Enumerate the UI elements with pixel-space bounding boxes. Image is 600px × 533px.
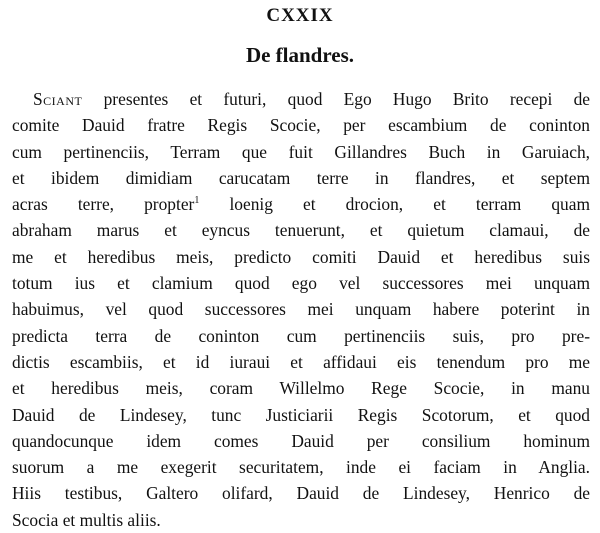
text-line-6: abraham marus et eyncus tenuerunt, et quietum clamaui, de <box>12 220 590 241</box>
text-line-9: habuimus, vel quod successores mei unquam habere poterint in <box>12 299 590 320</box>
text-line-1-rest: presentes et futuri, quod Ego Hugo Brito recepi de <box>103 89 590 109</box>
text-line-14: quandocunque idem comes Dauid per consilium hominum <box>12 430 590 451</box>
charter-number: CXXIX <box>266 5 334 26</box>
text-line-17: Scocia et multis aliis. <box>12 509 161 530</box>
opening-word: Sciant <box>33 89 83 109</box>
footnote-marker: 1 <box>194 195 200 207</box>
text-line-16: Hiis testibus, Galtero olifard, Dauid de Lindesey, Henrico de <box>12 483 590 504</box>
charter-text <box>12 86 590 533</box>
text-line-5 <box>12 191 590 217</box>
text-line-10: predicta terra de coninton cum pertinenciis suis, pro pre- <box>12 325 590 346</box>
text-line-3: cum pertinenciis, Terram que fuit Gillandres Buch in Garuiach, <box>12 141 590 162</box>
text-line-7: me et heredibus meis, predicto comiti Dauid et heredibus suis <box>12 246 590 267</box>
text-line-11: dictis escambiis, et id iuraui et affidaui eis tenendum pro me <box>12 351 590 372</box>
text-line-4: et ibidem dimidiam carucatam terre in flandres, et septem <box>12 167 590 188</box>
text-line-2: comite Dauid fratre Regis Scocie, per escambium de coninton <box>12 115 590 136</box>
text-line-5-end: loenig et drocion, et terram quam <box>229 194 590 215</box>
text-line-1 <box>12 86 590 112</box>
text-line-5-start: acras terre, propter <box>12 194 195 215</box>
text-line-12: et heredibus meis, coram Willelmo Rege Scocie, in manu <box>12 378 590 399</box>
text-line-8: totum ius et clamium quod ego vel successores mei unquam <box>12 273 590 294</box>
text-line-15: suorum a me exegerit securitatem, inde ei faciam in Anglia. <box>12 457 590 478</box>
charter-title: De flandres. <box>245 43 355 67</box>
text-line-13: Dauid de Lindesey, tunc Justiciarii Regis Scotorum, et quod <box>12 404 590 425</box>
